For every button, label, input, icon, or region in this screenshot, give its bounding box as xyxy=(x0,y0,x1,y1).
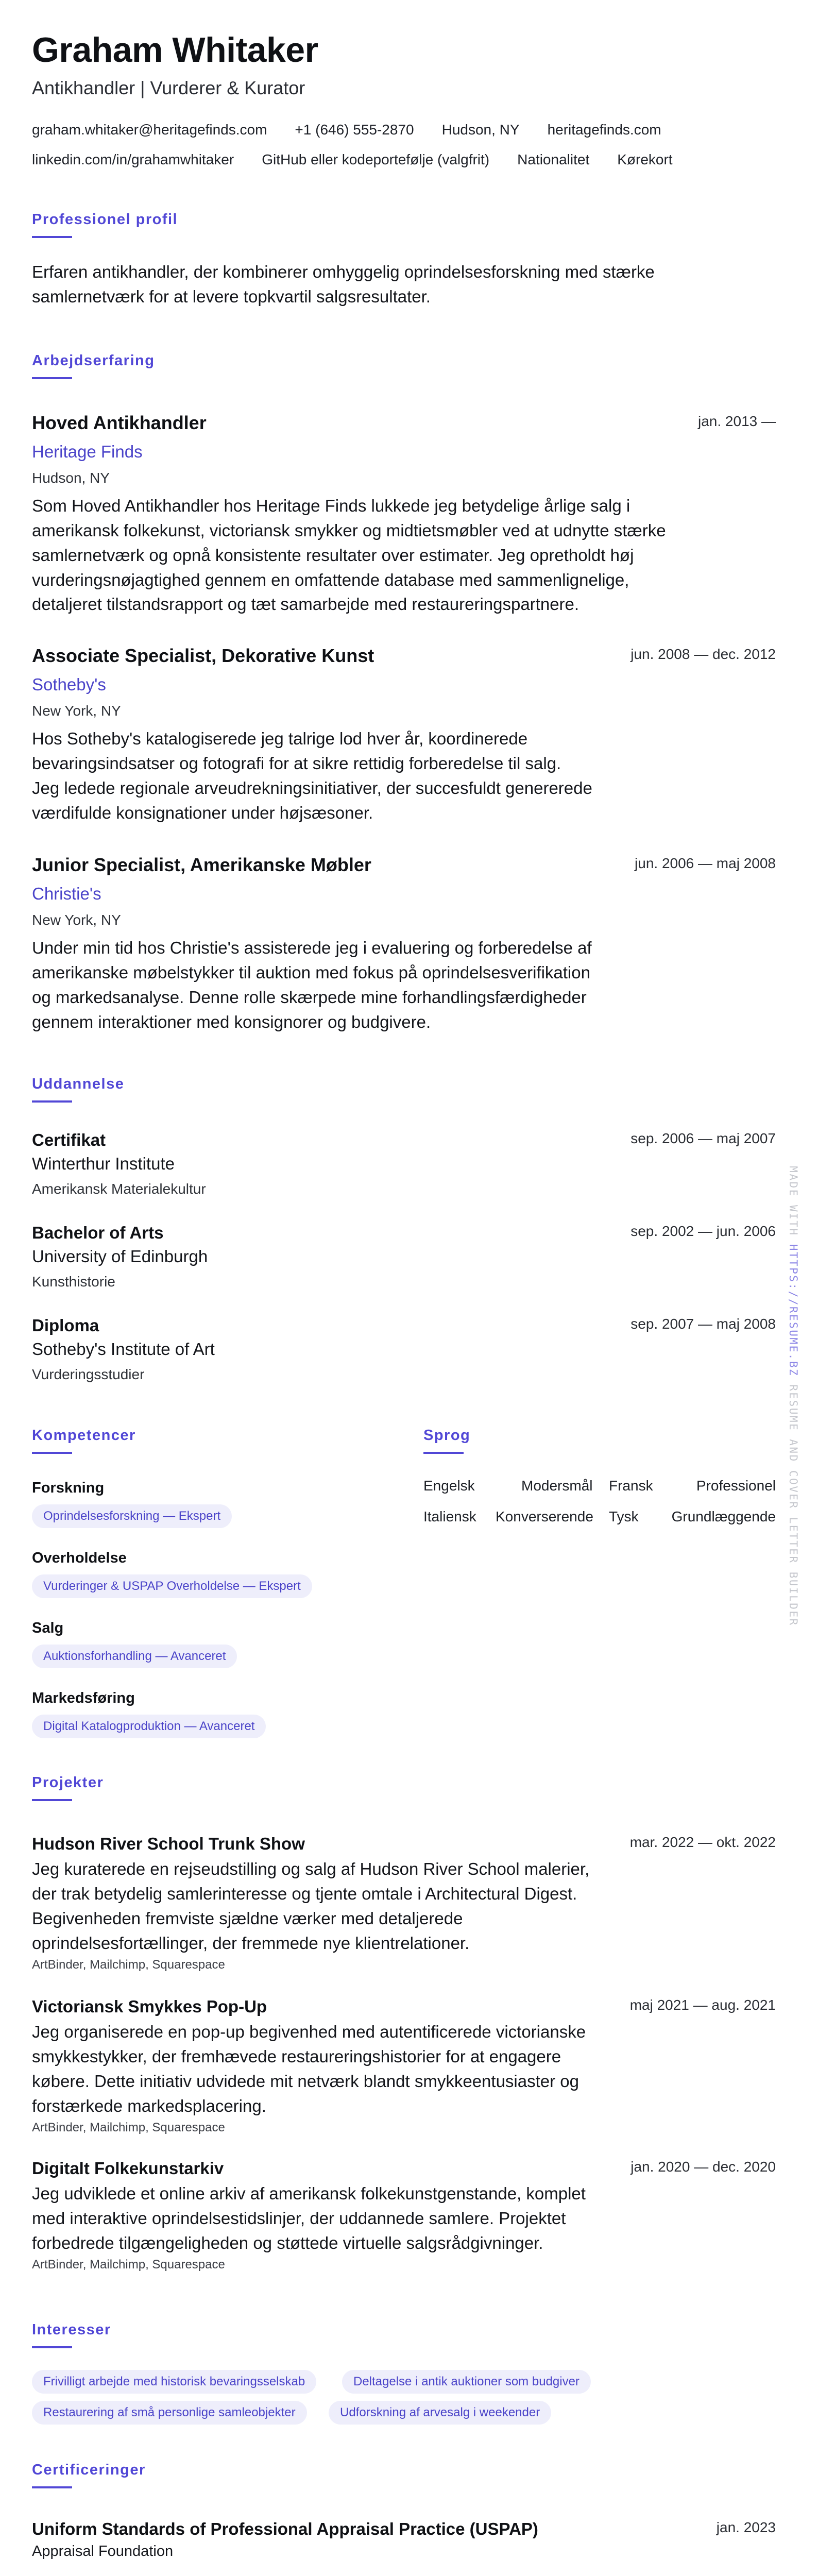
interest-pill: Deltagelse i antik auktioner som budgiver xyxy=(342,2370,591,2394)
profile-summary xyxy=(32,260,655,309)
languages-section-rule xyxy=(423,1452,464,1454)
certifications-section-rule xyxy=(32,2486,72,2488)
skill-pill: Digital Katalogproduktion — Avanceret xyxy=(32,1715,266,1738)
description-line: forstærkede markedsplacering. xyxy=(32,2096,266,2115)
job-date: jun. 2006 — maj 2008 xyxy=(635,855,776,871)
certifications-section-title: Certificeringer xyxy=(32,2462,146,2478)
project-description xyxy=(32,2020,586,2118)
project-tech-stack: ArtBinder, Mailchimp, Squarespace xyxy=(32,2121,225,2134)
description-line: Jeg organiserede en pop-up begivenhed med autentificerede victorianske xyxy=(32,2022,586,2041)
language-level: Konverserende xyxy=(496,1509,593,1524)
projects-section-rule xyxy=(32,1799,72,1801)
language-level: Professionel xyxy=(696,1478,776,1494)
project-date: jan. 2020 — dec. 2020 xyxy=(630,2159,776,2175)
education-degree: Certifikat xyxy=(32,1130,106,1149)
description-line: Jeg kuraterede en rejseudstilling og salg af Hudson River School malerier, xyxy=(32,1859,590,1878)
watermark-suffix: RESUME AND COVER LETTER BUILDER xyxy=(787,1377,799,1626)
education-section-title: Uddannelse xyxy=(32,1076,125,1092)
linkedin-link[interactable]: linkedin.com/in/grahamwhitaker xyxy=(32,151,234,167)
description-line: Begivenheden fremviste sjældne værker med detaljerede xyxy=(32,1908,463,1928)
skill-category: Salg xyxy=(32,1620,64,1636)
job-employer: Sotheby's xyxy=(32,675,106,694)
watermark-prefix: MADE WITH xyxy=(787,1166,799,1244)
education-date: sep. 2002 — jun. 2006 xyxy=(630,1223,776,1239)
github-text: GitHub eller kodeportefølje (valgfrit) xyxy=(262,151,490,167)
job-title: Junior Specialist, Amerikanske Møbler xyxy=(32,854,371,875)
skill-category: Overholdelse xyxy=(32,1550,127,1566)
language-name: Tysk xyxy=(609,1509,639,1524)
interest-pill: Udforskning af arvesalg i weekender xyxy=(329,2401,551,2425)
job-location: New York, NY xyxy=(32,703,121,719)
contact-row-primary xyxy=(32,122,689,138)
skill-category: Forskning xyxy=(32,1480,105,1496)
skills-section-rule xyxy=(32,1452,72,1454)
project-description xyxy=(32,2181,586,2256)
candidate-headline: Antikhandler | Vurderer & Kurator xyxy=(32,77,305,98)
education-section-rule xyxy=(32,1100,72,1103)
description-line: vurderingsnøjagtighed gennem en omfattende database med sammenlignelige, xyxy=(32,570,629,589)
language-name: Engelsk xyxy=(423,1478,475,1494)
job-description xyxy=(32,726,592,825)
description-line: Som Hoved Antikhandler hos Heritage Finds lukkede jeg betydelige årlige salg i xyxy=(32,496,630,515)
education-school: Winterthur Institute xyxy=(32,1154,175,1173)
contact-row-secondary xyxy=(32,151,701,168)
description-line: forbedrede tilgængeligheden og støttede virtuelle salgsrådgivninger. xyxy=(32,2233,543,2252)
profile-line: samlernetværk for at levere topkvartil salgsresultater. xyxy=(32,286,431,306)
job-employer: Heritage Finds xyxy=(32,442,143,461)
job-title: Hoved Antikhandler xyxy=(32,412,207,433)
description-line: der trak betydelig samlerinteresse og tjente omtale i Architectural Digest. xyxy=(32,1884,577,1903)
job-employer: Christie's xyxy=(32,884,101,903)
interest-pill: Frivilligt arbejde med historisk bevaringsselskab xyxy=(32,2370,316,2394)
description-line: samlernetværk og opnå konsistente resultater over estimater. Jeg opretholdt høj xyxy=(32,545,634,565)
language-name: Italiensk xyxy=(423,1509,476,1524)
description-line: Under min tid hos Christie's assisterede jeg i evaluering og forberedelse af xyxy=(32,938,592,957)
interests-section-title: Interesser xyxy=(32,2321,111,2338)
email-link[interactable]: graham.whitaker@heritagefinds.com xyxy=(32,122,267,138)
description-line: Hos Sotheby's katalogiserede jeg talrige lod hver år, koordinerede xyxy=(32,729,528,748)
description-line: værdifulde konsignationer under højsæsoner. xyxy=(32,803,373,822)
skill-pill: Vurderinger & USPAP Overholdelse — Ekspert xyxy=(32,1574,312,1598)
education-field: Kunsthistorie xyxy=(32,1274,115,1290)
watermark-text xyxy=(787,1166,799,1626)
education-school: University of Edinburgh xyxy=(32,1247,208,1266)
candidate-name: Graham Whitaker xyxy=(32,30,318,70)
projects-section-title: Projekter xyxy=(32,1774,104,1791)
education-degree: Diploma xyxy=(32,1316,99,1335)
education-field: Vurderingsstudier xyxy=(32,1366,145,1382)
watermark-link[interactable]: HTTPS://RESUME.BZ xyxy=(787,1244,799,1377)
job-date: jun. 2008 — dec. 2012 xyxy=(630,646,776,662)
education-field: Amerikansk Materialekultur xyxy=(32,1181,206,1197)
education-date: sep. 2006 — maj 2007 xyxy=(630,1130,776,1146)
description-line: oprindelsesfortællinger, der fremmede nye klientrelationer. xyxy=(32,1933,470,1953)
project-date: mar. 2022 — okt. 2022 xyxy=(629,1834,776,1850)
job-title: Associate Specialist, Dekorative Kunst xyxy=(32,645,374,666)
certification-date: jan. 2023 xyxy=(716,2519,776,2535)
skill-pill: Oprindelsesforskning — Ekspert xyxy=(32,1504,232,1528)
skills-section-title: Kompetencer xyxy=(32,1427,136,1444)
project-title: Digitalt Folkekunstarkiv xyxy=(32,2159,224,2178)
location-text: Hudson, NY xyxy=(441,122,520,138)
project-description xyxy=(32,1857,589,1955)
nationality-text: Nationalitet xyxy=(517,151,590,167)
drivers-license-text: Kørekort xyxy=(617,151,673,167)
website-link[interactable]: heritagefinds.com xyxy=(547,122,661,138)
project-tech-stack: ArtBinder, Mailchimp, Squarespace xyxy=(32,2258,225,2272)
profile-section-title: Professionel profil xyxy=(32,211,178,228)
certification-name: Uniform Standards of Professional Appraisal Practice (USPAP) xyxy=(32,2519,538,2538)
description-line: Jeg udviklede et online arkiv af amerikansk folkekunstgenstande, komplet xyxy=(32,2184,586,2203)
language-level: Modersmål xyxy=(521,1478,593,1494)
job-description xyxy=(32,494,666,617)
builder-watermark xyxy=(783,1166,804,1626)
description-line: med interaktive oprindelsestidslinjer, der uddannede samlere. Projektet xyxy=(32,2208,566,2228)
experience-section-rule xyxy=(32,377,72,379)
profile-line: Erfaren antikhandler, der kombinerer omhyggelig oprindelsesforskning med stærke xyxy=(32,262,655,281)
project-date: maj 2021 — aug. 2021 xyxy=(629,1997,776,2013)
interest-pill: Restaurering af små personlige samleobjekter xyxy=(32,2401,307,2425)
description-line: amerikanske møbelstykker til auktion med fokus på oprindelsesverifikation xyxy=(32,962,590,982)
job-description xyxy=(32,936,592,1034)
job-location: New York, NY xyxy=(32,912,121,928)
job-date: jan. 2013 — xyxy=(698,413,776,429)
description-line: detaljeret tilstandsrapport og tæt samarbejde med restaureringspartnere. xyxy=(32,595,580,614)
description-line: gennem interaktioner med konsignorer og budgivere. xyxy=(32,1012,431,1031)
certification-issuer: Appraisal Foundation xyxy=(32,2543,174,2560)
skill-pill: Auktionsforhandling — Avanceret xyxy=(32,1645,237,1668)
languages-section-title: Sprog xyxy=(423,1427,471,1444)
education-date: sep. 2007 — maj 2008 xyxy=(630,1316,776,1332)
phone-link[interactable]: +1 (646) 555-2870 xyxy=(295,122,414,138)
experience-section-title: Arbejdserfaring xyxy=(32,352,155,369)
interests-section-rule xyxy=(32,2346,72,2348)
description-line: og markedsanalyse. Denne rolle skærpede mine forhandlingsfærdigheder xyxy=(32,987,587,1007)
description-line: bevaringsindsatser og fotografi for at sikre rettidig forberedelse til salg. xyxy=(32,753,561,773)
profile-section-rule xyxy=(32,236,72,238)
project-tech-stack: ArtBinder, Mailchimp, Squarespace xyxy=(32,1958,225,1972)
language-name: Fransk xyxy=(609,1478,653,1494)
education-degree: Bachelor of Arts xyxy=(32,1223,164,1242)
description-line: smykkestykker, der fremhævede restaureringshistorier for at engagere xyxy=(32,2046,561,2066)
education-school: Sotheby's Institute of Art xyxy=(32,1340,215,1359)
description-line: købere. Dette initiativ udvidede mit netværk blandt smykkeentusiaster og xyxy=(32,2071,579,2091)
job-location: Hudson, NY xyxy=(32,470,110,486)
skill-category: Markedsføring xyxy=(32,1690,135,1706)
project-title: Hudson River School Trunk Show xyxy=(32,1834,305,1853)
description-line: amerikansk folkekunst, victoriansk smykker og midtietsmøbler ved at udnytte stærke xyxy=(32,520,666,540)
language-level: Grundlæggende xyxy=(671,1509,776,1524)
description-line: Jeg ledede regionale arveudrekningsinitiativer, der succesfuldt genererede xyxy=(32,778,592,798)
project-title: Victoriansk Smykkes Pop-Up xyxy=(32,1997,267,2016)
